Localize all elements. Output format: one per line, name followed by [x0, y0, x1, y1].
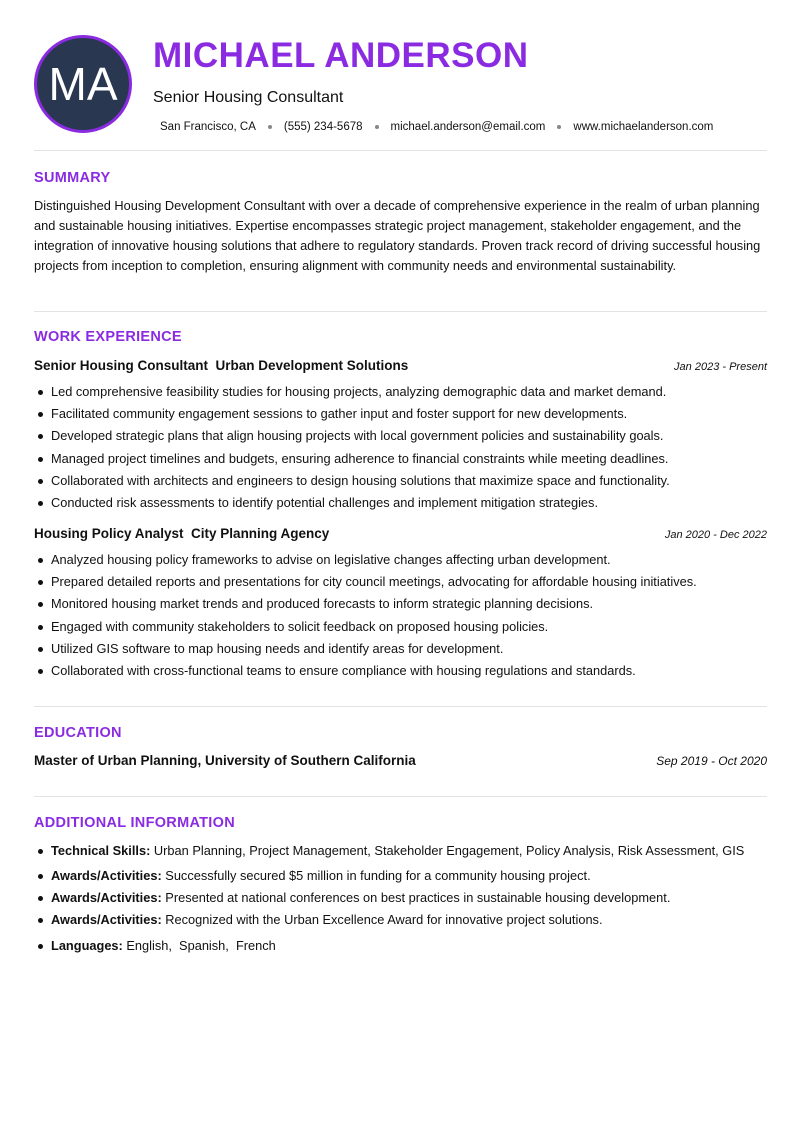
bullet-dot: [38, 412, 43, 417]
job-dates: Jan 2023 - Present: [674, 361, 767, 373]
contact-phone: (555) 234-5678: [283, 121, 363, 133]
award-label: Awards/Activities:: [51, 890, 162, 905]
separator-dot: [268, 125, 272, 129]
award-text: Successfully secured $5 million in funding for a community housing project.: [165, 868, 591, 883]
bullet-dot: [38, 896, 43, 901]
contact-email[interactable]: michael.anderson@email.com: [390, 121, 546, 133]
award-label: Awards/Activities:: [51, 868, 162, 883]
bullet-dot: [38, 457, 43, 462]
list-item: [34, 638, 774, 660]
bullet-dot: [38, 849, 43, 854]
list-item: [34, 381, 774, 403]
list-item: [34, 571, 774, 593]
divider: [34, 150, 767, 151]
divider: [34, 311, 767, 312]
additional-heading: ADDITIONAL INFORMATION: [34, 815, 235, 831]
bullet-text: Collaborated with architects and engineers to design housing solutions that maximize space and functionality.: [51, 472, 670, 488]
bullet-text: Conducted risk assessments to identify potential challenges and implement mitigation strategies.: [51, 494, 598, 510]
contact-location: San Francisco, CA: [160, 121, 256, 133]
education-entry: [34, 753, 767, 768]
skills-text: Urban Planning, Project Management, Stakeholder Engagement, Policy Analysis, Risk Assessment, GIS: [153, 843, 745, 858]
job-bullets: [34, 381, 774, 514]
bullet-dot: [38, 669, 43, 674]
separator-dot: [557, 125, 561, 129]
job-company: City Planning Agency: [191, 526, 330, 541]
job-role-line: [34, 358, 408, 373]
award-text: Presented at national conferences on best practices in sustainable housing development.: [165, 890, 671, 905]
language: , French: [225, 938, 276, 953]
education-dates: Sep 2019 - Oct 2020: [656, 754, 767, 768]
bullet-text: Collaborated with cross-functional teams to ensure compliance with housing regulations and standards.: [51, 662, 636, 678]
list-item: [34, 549, 774, 571]
language: , Spanish: [168, 938, 225, 953]
award-text: Recognized with the Urban Excellence Award for innovative project solutions.: [165, 912, 603, 927]
language: English: [126, 938, 169, 953]
education-degree: Master of Urban Planning, University of Southern California: [34, 753, 416, 768]
bullet-text: Prepared detailed reports and presentations for city council meetings, advocating for affordable housing initiatives.: [51, 574, 697, 590]
bullet-text: Managed project timelines and budgets, ensuring adherence to financial constraints while meeting deadlines.: [51, 450, 669, 466]
job-bullets: [34, 549, 774, 682]
bullet-dot: [38, 647, 43, 652]
job-role: Senior Housing Consultant: [34, 358, 208, 373]
education-heading: EDUCATION: [34, 725, 122, 741]
bullet-text: Developed strategic plans that align housing projects with local government policies and sustainability goals.: [51, 428, 664, 444]
list-item: [34, 593, 774, 615]
job-dates: Jan 2020 - Dec 2022: [664, 529, 767, 541]
bullet-text: Facilitated community engagement sessions to gather input and foster support for new developments.: [51, 406, 628, 422]
experience-heading: WORK EXPERIENCE: [34, 329, 182, 345]
bullet-dot: [38, 501, 43, 506]
bullet-dot: [38, 918, 43, 923]
list-item: [34, 403, 774, 425]
bullet-text: Analyzed housing policy frameworks to advise on legislative changes affecting urban development.: [51, 552, 611, 567]
bullet-dot: [38, 625, 43, 630]
award-item: [34, 890, 670, 905]
contact-website[interactable]: www.michaelanderson.com: [573, 121, 714, 133]
award-item: [34, 912, 603, 927]
bullet-dot: [38, 479, 43, 484]
summary-heading: SUMMARY: [34, 170, 111, 186]
list-item: [34, 470, 774, 492]
list-item: [34, 660, 774, 682]
divider: [34, 706, 767, 707]
skills-label: Technical Skills:: [51, 843, 151, 858]
award-label: Awards/Activities:: [51, 912, 162, 927]
avatar-initials: MA: [48, 58, 118, 110]
list-item: [34, 425, 774, 447]
bullet-dot: [38, 558, 43, 563]
bullet-dot: [38, 390, 43, 395]
technical-skills-item: [34, 843, 744, 858]
languages-label: Languages:: [51, 938, 123, 953]
bullet-text: Led comprehensive feasibility studies for housing projects, analyzing demographic data and market demand.: [51, 384, 667, 399]
list-item: [34, 492, 774, 514]
summary-text: Distinguished Housing Development Consultant with over a decade of comprehensive experience in the realm of urban planning and sustainable housing initiatives. Expertise encompasses strategic project management, stakeholder engagement, and the integration of innovative housing solutions that adhere to regulatory standards. Proven track record of driving successful housing projects from inception to completion, ensuring alignment with community needs and environmental sustainability.: [34, 198, 761, 273]
job-role: Housing Policy Analyst: [34, 526, 184, 541]
list-item: [34, 448, 774, 470]
bullet-text: Utilized GIS software to map housing needs and identify areas for development.: [51, 640, 504, 656]
avatar: [34, 35, 132, 133]
bullet-dot: [38, 580, 43, 585]
job-header: [34, 526, 767, 541]
job-header: [34, 358, 767, 373]
divider: [34, 796, 767, 797]
bullet-dot: [38, 434, 43, 439]
bullet-dot: [38, 944, 43, 949]
candidate-name: MICHAEL ANDERSON: [153, 36, 529, 75]
bullet-dot: [38, 602, 43, 607]
contact-bar: [160, 121, 713, 133]
award-item: [34, 868, 591, 883]
languages-item: [34, 938, 276, 953]
bullet-text: Monitored housing market trends and produced forecasts to inform strategic planning decisions.: [51, 596, 594, 612]
job-company: Urban Development Solutions: [215, 358, 409, 373]
separator-dot: [375, 125, 379, 129]
candidate-title: Senior Housing Consultant: [153, 89, 344, 106]
job-role-line: [34, 526, 329, 541]
list-item: [34, 616, 774, 638]
bullet-text: Engaged with community stakeholders to solicit feedback on proposed housing policies.: [51, 618, 549, 634]
bullet-dot: [38, 874, 43, 879]
